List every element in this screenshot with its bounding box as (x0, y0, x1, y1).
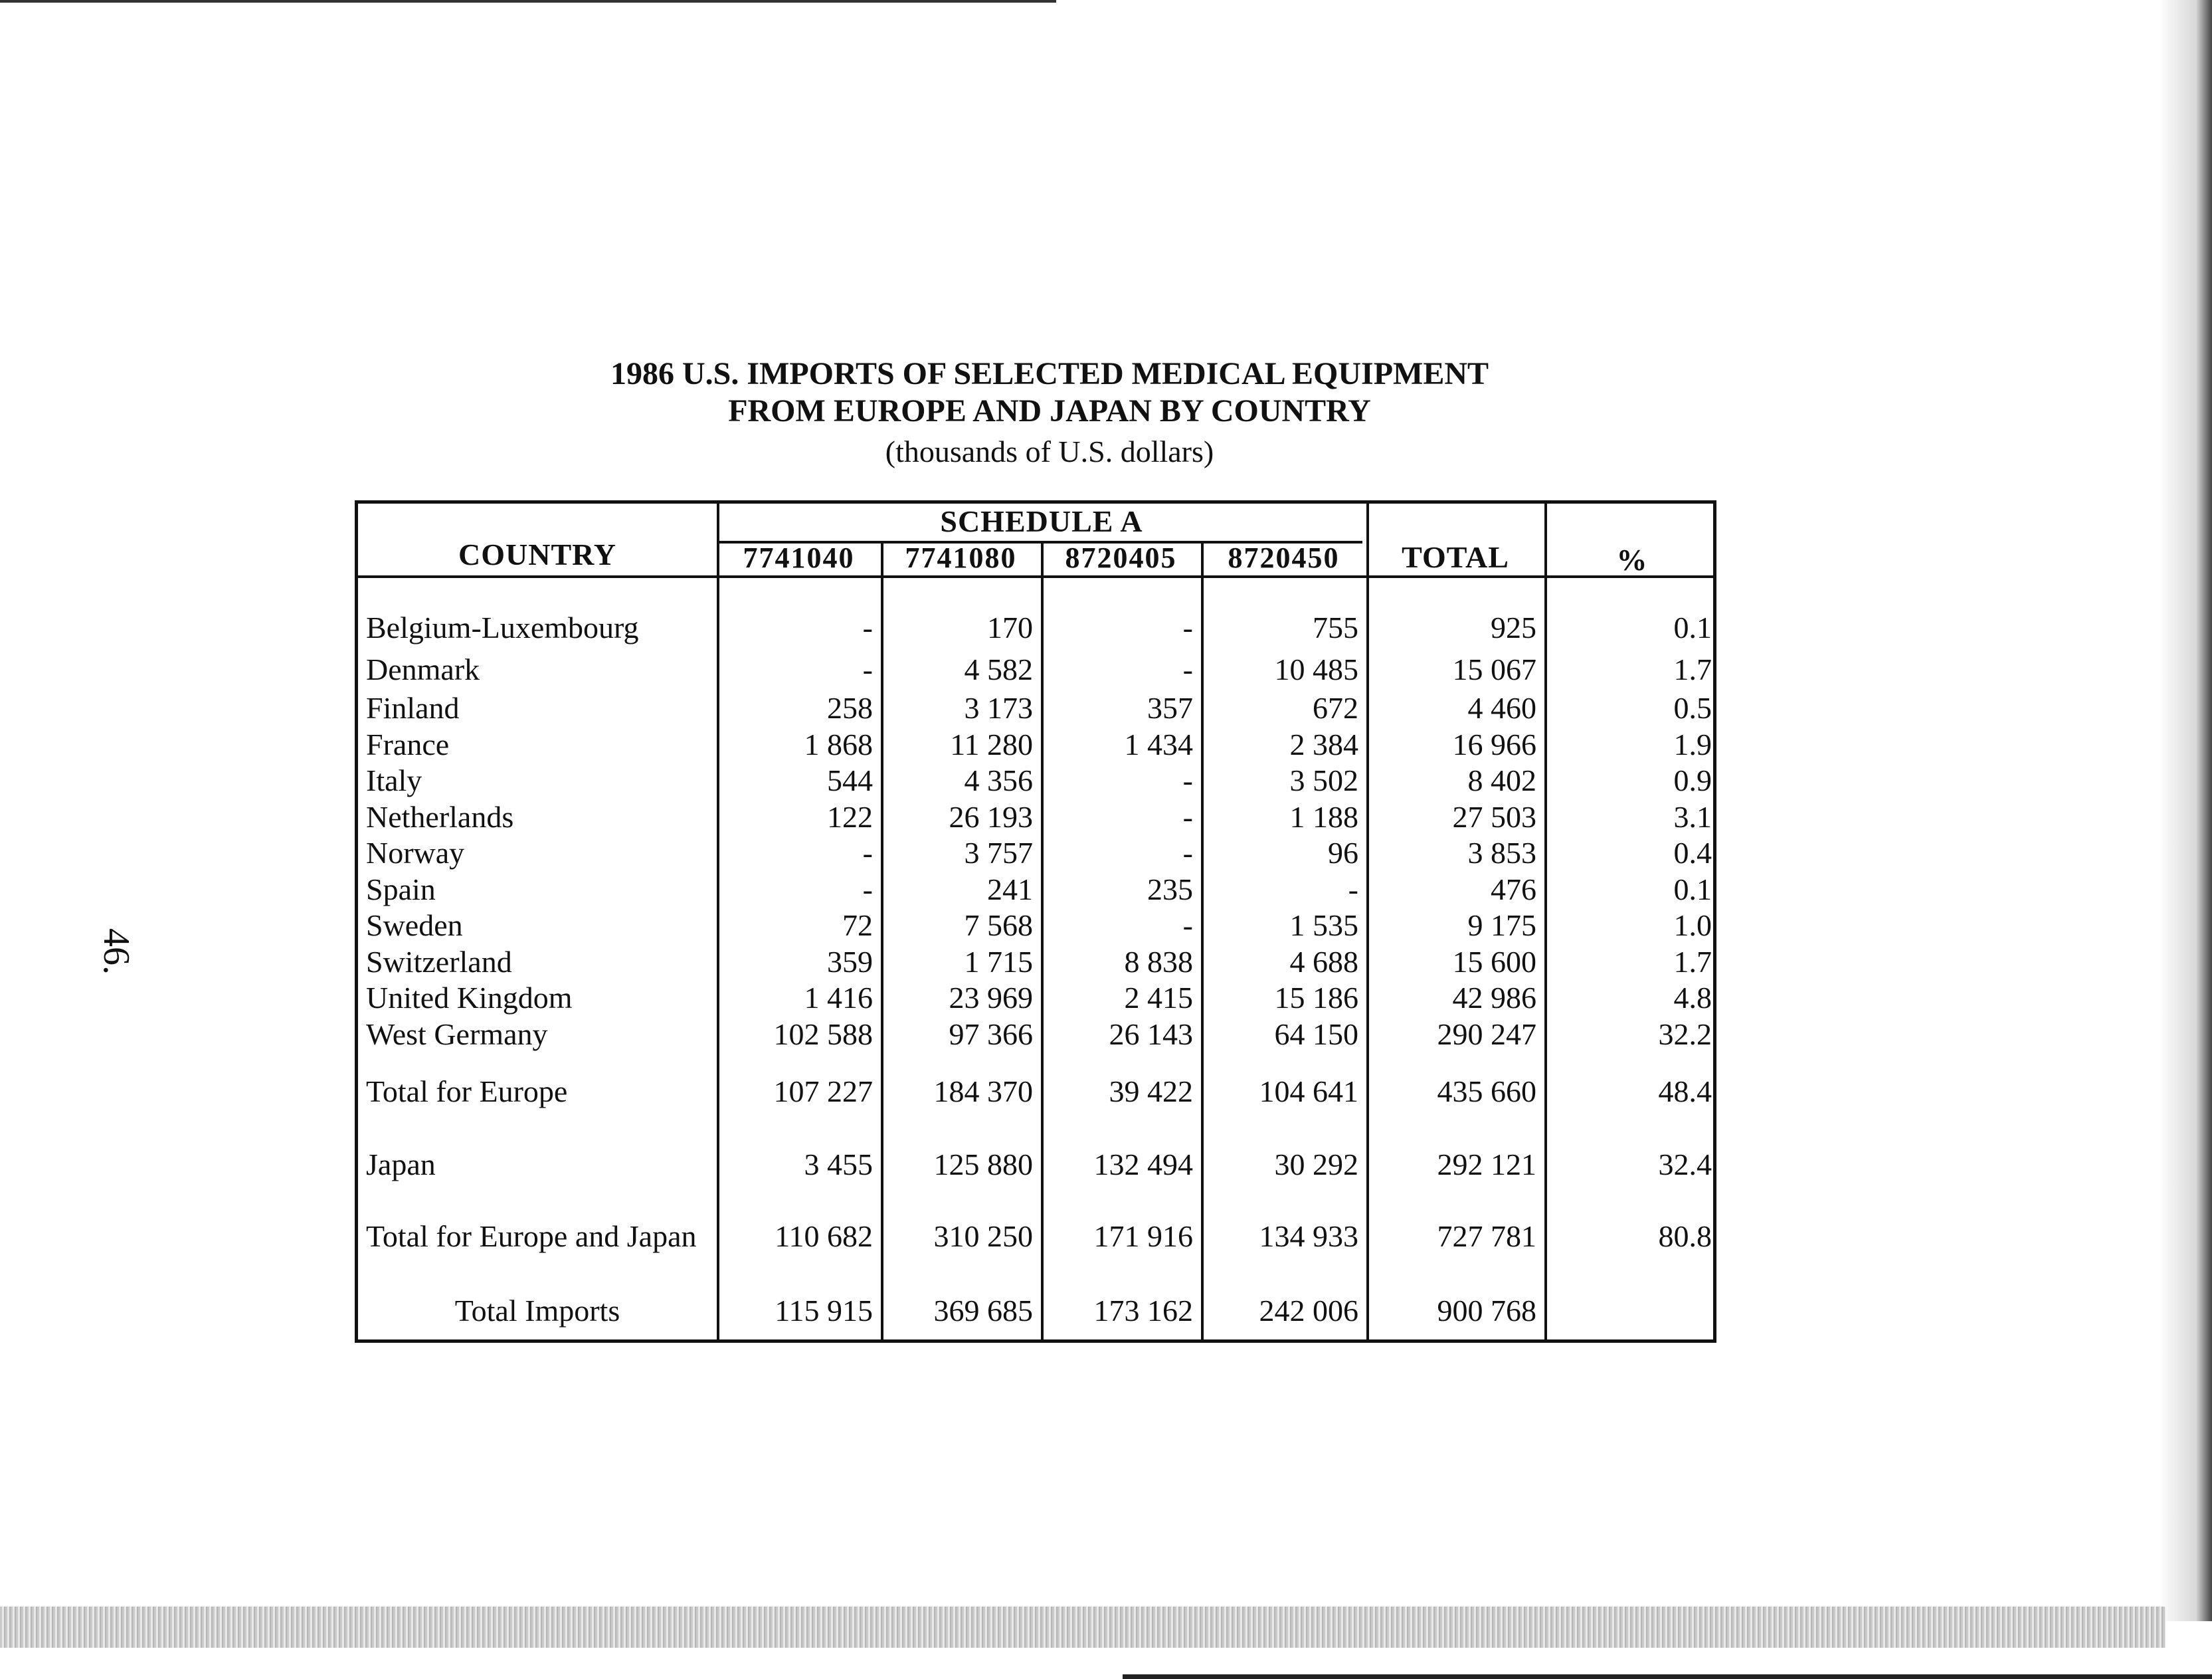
percent-cell: 0.1 (1673, 611, 1712, 644)
percent-cell: 80.8 (1658, 1219, 1712, 1253)
header-bottom-rule (358, 575, 1713, 578)
value-cell: 3 502 (1289, 763, 1358, 797)
value-cell: 4 356 (964, 763, 1033, 797)
table-row (358, 799, 1713, 835)
title-line-2: FROM EUROPE AND JAPAN BY COUNTRY (728, 393, 1371, 429)
value-cell: 11 280 (950, 728, 1033, 761)
total-cell: 4 460 (1467, 691, 1536, 725)
country-cell: Finland (366, 691, 460, 725)
total-cell: 27 503 (1452, 800, 1536, 834)
country-cell: France (366, 728, 450, 761)
value-cell: 3 757 (964, 836, 1033, 870)
percent-cell: 0.5 (1673, 691, 1712, 725)
value-cell: 184 370 (933, 1074, 1033, 1108)
value-cell: - (1348, 872, 1358, 906)
table-row (358, 944, 1713, 980)
value-cell: - (1182, 763, 1193, 797)
total-cell: 8 402 (1467, 763, 1536, 797)
percent-cell: 32.4 (1658, 1147, 1712, 1181)
header-code-4: 8720450 (1228, 542, 1340, 574)
country-cell: Total for Europe (366, 1074, 568, 1108)
value-cell: 23 969 (949, 981, 1033, 1015)
country-cell: Spain (366, 872, 436, 906)
total-cell: 16 966 (1452, 728, 1536, 761)
value-cell: 132 494 (1093, 1147, 1193, 1181)
value-cell: 30 292 (1274, 1147, 1358, 1181)
table-row (358, 652, 1713, 688)
value-cell: 72 (842, 908, 873, 942)
value-cell: 235 (1147, 872, 1193, 906)
table-row (358, 610, 1713, 646)
value-cell: - (862, 611, 873, 644)
country-cell: Netherlands (366, 800, 514, 834)
value-cell: 2 384 (1289, 728, 1358, 761)
percent-cell: 1.7 (1673, 652, 1712, 686)
value-cell: 7 568 (964, 908, 1033, 942)
value-cell: 97 366 (949, 1017, 1033, 1051)
value-cell: - (1182, 836, 1193, 870)
value-cell: - (862, 652, 873, 686)
value-cell: 357 (1147, 691, 1193, 725)
value-cell: 26 143 (1109, 1017, 1193, 1051)
total-cell: 435 660 (1437, 1074, 1536, 1108)
table-row (358, 690, 1713, 726)
percent-cell: 32.2 (1658, 1017, 1712, 1051)
value-cell: 125 880 (933, 1147, 1033, 1181)
value-cell: 107 227 (773, 1074, 873, 1108)
country-cell: Norway (366, 836, 465, 870)
table-row (358, 727, 1713, 763)
value-cell: 171 916 (1093, 1219, 1193, 1253)
header-code-2: 7741080 (905, 542, 1017, 574)
country-cell: Sweden (366, 908, 463, 942)
header-total: TOTAL (1402, 540, 1509, 574)
value-cell: - (862, 872, 873, 906)
country-cell: Total for Europe and Japan (366, 1219, 697, 1253)
value-cell: 26 193 (949, 800, 1033, 834)
value-cell: 3 173 (964, 691, 1033, 725)
value-cell: - (1182, 908, 1193, 942)
value-cell: 102 588 (773, 1017, 873, 1051)
value-cell: 4 688 (1289, 945, 1358, 979)
value-cell: 173 162 (1093, 1294, 1193, 1328)
table-row (358, 1147, 1713, 1183)
table-row (358, 872, 1713, 908)
value-cell: 672 (1313, 691, 1358, 725)
header-percent: % (1616, 543, 1648, 577)
header-country: COUNTRY (458, 538, 616, 571)
value-cell: - (1182, 652, 1193, 686)
document-title (531, 355, 1568, 430)
country-cell: Switzerland (366, 945, 512, 979)
country-cell: Denmark (366, 652, 480, 686)
value-cell: 2 415 (1124, 981, 1193, 1015)
value-cell: 544 (827, 763, 873, 797)
header-code-1: 7741040 (743, 542, 855, 574)
value-cell: 258 (827, 691, 873, 725)
percent-cell: 1.0 (1673, 908, 1712, 942)
value-cell: 10 485 (1274, 652, 1358, 686)
table-row (358, 1017, 1713, 1052)
table-row (358, 763, 1713, 799)
total-cell: 476 (1491, 872, 1536, 906)
value-cell: 1 868 (804, 728, 873, 761)
value-cell: 39 422 (1109, 1074, 1193, 1108)
table-row (358, 1074, 1713, 1110)
table-row (358, 1219, 1713, 1254)
title-line-1: 1986 U.S. IMPORTS OF SELECTED MEDICAL EQUIPMENT (610, 356, 1489, 391)
total-cell: 15 067 (1452, 652, 1536, 686)
value-cell: 1 715 (964, 945, 1033, 979)
percent-cell: 0.4 (1673, 836, 1712, 870)
total-cell: 900 768 (1437, 1294, 1536, 1328)
value-cell: 64 150 (1274, 1017, 1358, 1051)
value-cell: - (1182, 800, 1193, 834)
percent-cell: 4.8 (1673, 981, 1712, 1015)
value-cell: 110 682 (775, 1219, 873, 1253)
scan-bottom-band (0, 1607, 2166, 1648)
imports-table (355, 500, 1716, 1343)
value-cell: 3 455 (804, 1147, 873, 1181)
percent-cell: 3.1 (1673, 800, 1712, 834)
value-cell: 310 250 (933, 1219, 1033, 1253)
value-cell: 241 (987, 872, 1033, 906)
total-cell: 9 175 (1467, 908, 1536, 942)
percent-cell: 1.9 (1673, 728, 1712, 761)
value-cell: 1 188 (1289, 800, 1358, 834)
country-cell: Total Imports (454, 1294, 620, 1328)
country-cell: United Kingdom (366, 981, 573, 1015)
value-cell: 170 (987, 611, 1033, 644)
value-cell: - (1182, 611, 1193, 644)
page-bottom-edge (1123, 1674, 2212, 1679)
total-cell: 3 853 (1467, 836, 1536, 870)
country-cell: West Germany (366, 1017, 548, 1051)
page-top-edge (0, 0, 1056, 3)
value-cell: 4 582 (964, 652, 1033, 686)
value-cell: 1 416 (804, 981, 873, 1015)
value-cell: 122 (827, 800, 873, 834)
percent-cell: 1.7 (1673, 945, 1712, 979)
value-cell: 134 933 (1259, 1219, 1358, 1253)
page-edge-shadow (2159, 0, 2212, 1621)
header-code-3: 8720405 (1065, 542, 1177, 574)
table-row (358, 835, 1713, 871)
value-cell: 369 685 (933, 1294, 1033, 1328)
value-cell: 104 641 (1259, 1074, 1358, 1108)
value-cell: 15 186 (1274, 981, 1358, 1015)
value-cell: 755 (1313, 611, 1358, 644)
country-cell: Belgium-Luxembourg (366, 611, 639, 644)
page-number: 46. (96, 928, 137, 975)
total-cell: 292 121 (1437, 1147, 1536, 1181)
value-cell: 242 006 (1259, 1294, 1358, 1328)
value-cell: 8 838 (1124, 945, 1193, 979)
total-cell: 727 781 (1437, 1219, 1536, 1253)
country-cell: Japan (366, 1147, 436, 1181)
document-subtitle: (thousands of U.S. dollars) (885, 435, 1214, 468)
total-cell: 290 247 (1437, 1017, 1536, 1051)
value-cell: 1 535 (1289, 908, 1358, 942)
value-cell: 1 434 (1124, 728, 1193, 761)
total-cell: 15 600 (1452, 945, 1536, 979)
total-cell: 925 (1491, 611, 1536, 644)
header-schedule-a: SCHEDULE A (940, 504, 1143, 538)
total-cell: 42 986 (1452, 981, 1536, 1015)
percent-cell: 48.4 (1658, 1074, 1712, 1108)
percent-cell: 0.1 (1673, 872, 1712, 906)
table-row (358, 980, 1713, 1016)
table-row (358, 908, 1713, 943)
country-cell: Italy (366, 763, 422, 797)
percent-cell: 0.9 (1673, 763, 1712, 797)
value-cell: 96 (1328, 836, 1358, 870)
table-row (358, 1293, 1713, 1329)
value-cell: - (862, 836, 873, 870)
value-cell: 359 (827, 945, 873, 979)
value-cell: 115 915 (775, 1294, 873, 1328)
